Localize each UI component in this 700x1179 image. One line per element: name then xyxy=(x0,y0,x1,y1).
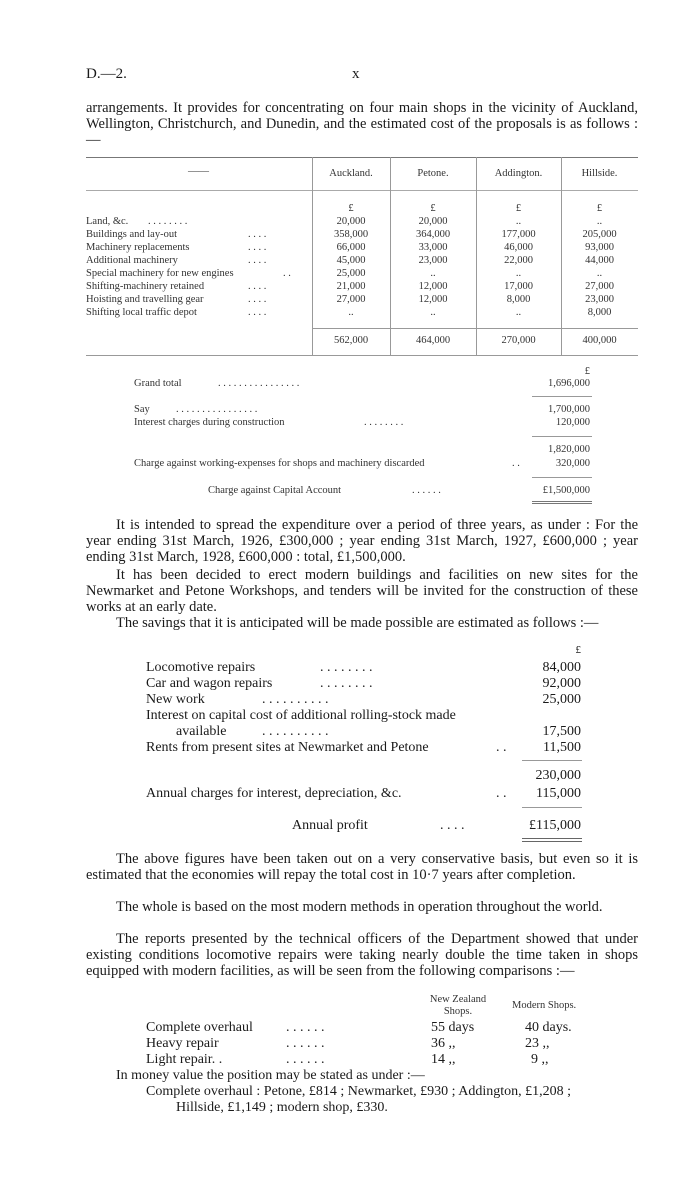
interest-label: Interest charges during construction xyxy=(134,417,285,428)
spread-expenditure-paragraph: It is intended to spread the expenditure over a period of three years, as under : For the year ending 31st March, 1926, £300,000 ; year ending 31st March, 1927, £600,000 ; year ending 31st March, 1928, £600,000 : total, £1,500,000. xyxy=(86,517,638,565)
capital-account-value: £1,500,000 xyxy=(542,485,590,496)
intro-paragraph: arrangements. It provides for concentrating on four main shops in the vicinity of Auckland, Wellington, Christchurch, and Dunedin, and the estimated cost of the proposals is as follows :— xyxy=(86,100,638,148)
cell-hillside: 8,000 xyxy=(587,307,612,318)
row-leaders: . . . . . . xyxy=(286,1036,325,1051)
cell-addington: 8,000 xyxy=(506,294,531,305)
cell-auckland: 21,000 xyxy=(336,281,366,292)
row-label: Additional machinery xyxy=(86,255,178,266)
sum-rule xyxy=(532,477,592,478)
table-top-rule xyxy=(86,157,638,158)
cell-petone: .. xyxy=(430,268,436,279)
say-label: Say xyxy=(134,404,150,415)
grand-total-value: 1,696,000 xyxy=(548,378,590,389)
cell-hillside: 23,000 xyxy=(585,294,614,305)
row-leaders: . . . . . . . . . . . . . . . . xyxy=(218,378,300,389)
row-leaders: . . . . xyxy=(248,242,267,253)
row-label: Land, &c. xyxy=(86,216,129,227)
total-auckland: 562,000 xyxy=(333,335,369,346)
annual-profit-value: £115,000 xyxy=(529,818,581,833)
sum-rule xyxy=(532,396,592,397)
row-leaders: . . . . . . xyxy=(286,1020,325,1035)
savings-label: Locomotive repairs xyxy=(146,660,256,675)
cell-petone: 364,000 xyxy=(415,229,451,240)
col-header-nz: Shops. xyxy=(443,1006,473,1017)
cell-petone: 33,000 xyxy=(418,242,448,253)
sum-rule xyxy=(522,807,582,808)
cell-addington: .. xyxy=(515,216,522,227)
technical-reports-paragraph: The reports presented by the technical officers of the Department showed that under existing conditions locomotive repairs were taking nearly double the time taken in shops equipped with modern facilities, as will be seen from the following comparisons :— xyxy=(86,931,638,979)
modern-value: 40 days. xyxy=(525,1020,572,1035)
cell-auckland: 25,000 xyxy=(336,268,366,279)
money-value-line: Complete overhaul : Petone, £814 ; Newmarket, £930 ; Addington, £1,208 ; xyxy=(146,1084,571,1099)
col-header-modern: Modern Shops. xyxy=(512,1000,577,1011)
cell-addington: .. xyxy=(515,268,522,279)
currency-symbol: £ xyxy=(430,203,436,214)
row-label: Shifting-machinery retained xyxy=(86,281,205,292)
savings-label: Interest on capital cost of additional rolling-stock made xyxy=(146,708,456,723)
savings-value: 84,000 xyxy=(542,660,581,675)
table-header-rule xyxy=(86,190,638,191)
comparison-label: Heavy repair xyxy=(146,1036,219,1051)
savings-label: Rents from present sites at Newmarket and Petone xyxy=(146,740,429,755)
cell-petone: .. xyxy=(430,307,436,318)
modern-methods-paragraph: The whole is based on the most modern methods in operation throughout the world. xyxy=(116,899,603,915)
row-leaders: . . xyxy=(512,458,520,469)
col-header-nz: New Zealand xyxy=(429,994,487,1005)
savings-label: Car and wagon repairs xyxy=(146,676,273,691)
col-header-addington: Addington. xyxy=(494,168,543,179)
sum-rule xyxy=(532,436,592,437)
nz-value: 14 ,, xyxy=(431,1052,456,1067)
sum-rule xyxy=(522,760,582,761)
nz-value: 55 days xyxy=(431,1020,475,1035)
savings-value: 25,000 xyxy=(542,692,581,707)
row-label: Special machinery for new engines xyxy=(86,268,234,279)
cell-auckland: 358,000 xyxy=(333,229,369,240)
row-label: Buildings and lay-out xyxy=(86,229,177,240)
double-rule xyxy=(522,841,582,842)
savings-label: New work xyxy=(146,692,205,707)
annual-profit-label: Annual profit xyxy=(292,818,368,833)
double-rule xyxy=(532,501,592,502)
modern-value: 23 ,, xyxy=(525,1036,550,1051)
grand-total-label: Grand total xyxy=(134,378,182,389)
currency-symbol: £ xyxy=(348,203,354,214)
cell-hillside: 44,000 xyxy=(585,255,614,266)
cell-hillside: .. xyxy=(596,268,603,279)
table-stub-dash: —— xyxy=(188,166,209,177)
cell-auckland: 66,000 xyxy=(336,242,366,253)
row-leaders: . . . . xyxy=(248,229,267,240)
cell-hillside: 205,000 xyxy=(582,229,617,240)
row-label: Shifting local traffic depot xyxy=(86,307,197,318)
comparison-label: Light repair. . xyxy=(146,1052,223,1067)
new-buildings-paragraph: It has been decided to erect modern buildings and facilities on new sites for the Newmarket and Petone Workshops, and tenders will be invited for the construction of these works at an early date. xyxy=(86,567,638,615)
row-leaders: . . . . xyxy=(248,255,267,266)
cell-addington: 177,000 xyxy=(501,229,536,240)
savings-value: 17,500 xyxy=(542,724,581,739)
row-leaders: . . . . . . . . . . . . . . . . xyxy=(176,404,258,415)
row-leaders: . . . . . . . . . . xyxy=(262,724,329,739)
col-header-petone: Petone. xyxy=(417,168,449,179)
modern-value: 9 ,, xyxy=(531,1052,549,1067)
row-leaders: . . xyxy=(496,786,507,801)
savings-value: 11,500 xyxy=(543,740,581,755)
total-petone: 464,000 xyxy=(415,335,451,346)
say-value: 1,700,000 xyxy=(548,404,590,415)
cell-hillside: 27,000 xyxy=(585,281,614,292)
cell-petone: 12,000 xyxy=(418,294,448,305)
row-leaders: . . . . xyxy=(440,818,465,833)
row-leaders: . . . . . . . . xyxy=(364,417,404,428)
cell-addington: 17,000 xyxy=(504,281,533,292)
table-bottom-rule xyxy=(86,355,638,356)
annual-charges-value: 115,000 xyxy=(536,786,581,801)
table-total-rule xyxy=(312,328,638,329)
row-leaders: . . . . . . xyxy=(286,1052,325,1067)
cell-addington: 46,000 xyxy=(504,242,533,253)
currency-symbol: £ xyxy=(575,644,581,656)
cell-hillside: 93,000 xyxy=(585,242,614,253)
capital-account-label: Charge against Capital Account xyxy=(208,485,342,496)
cell-auckland: 45,000 xyxy=(336,255,366,266)
cell-petone: 20,000 xyxy=(418,216,448,227)
cell-hillside: .. xyxy=(596,216,603,227)
col-header-auckland: Auckland. xyxy=(329,168,373,179)
row-label: Hoisting and travelling gear xyxy=(86,294,204,305)
annual-charges-label: Annual charges for interest, depreciation, &c. xyxy=(146,786,402,801)
double-rule xyxy=(532,503,592,504)
total-addington: 270,000 xyxy=(501,335,536,346)
row-leaders: . . . . . . . . xyxy=(320,676,373,691)
row-leaders: . . . . xyxy=(248,294,267,305)
row-leaders: . . . . . . . . xyxy=(320,660,373,675)
cell-petone: 23,000 xyxy=(418,255,448,266)
cell-auckland: .. xyxy=(348,307,354,318)
discarded-value: 320,000 xyxy=(555,458,590,469)
savings-intro-paragraph: The savings that it is anticipated will be made possible are estimated as follows :— xyxy=(116,615,599,631)
savings-label: available xyxy=(176,724,227,739)
currency-symbol: £ xyxy=(515,203,522,214)
money-value-line: Hillside, £1,149 ; modern shop, £330. xyxy=(176,1100,388,1115)
cell-addington: 22,000 xyxy=(504,255,533,266)
nz-value: 36 ,, xyxy=(431,1036,456,1051)
row-leaders: . . . . . . . . . . xyxy=(262,692,329,707)
cell-addington: .. xyxy=(515,307,522,318)
page-reference: D.—2. xyxy=(86,66,127,82)
double-rule xyxy=(522,838,582,839)
savings-value: 92,000 xyxy=(542,676,581,691)
cell-petone: 12,000 xyxy=(418,281,448,292)
subtotal-value: 1,820,000 xyxy=(548,444,590,455)
row-leaders: . . xyxy=(496,740,507,755)
row-leaders: . . xyxy=(283,268,291,279)
page-number: x xyxy=(352,66,360,82)
col-header-hillside: Hillside. xyxy=(581,168,618,179)
row-label: Machinery replacements xyxy=(86,242,190,253)
currency-symbol: £ xyxy=(584,366,590,377)
row-leaders: . . . . xyxy=(248,281,267,292)
discarded-label: Charge against working-expenses for shops and machinery discarded xyxy=(134,458,425,469)
row-leaders: . . . . . . xyxy=(412,485,441,496)
conservative-basis-paragraph: The above figures have been taken out on a very conservative basis, but even so it is estimated that the economies will repay the total cost in 10·7 years after completion. xyxy=(86,851,638,883)
row-leaders: . . . . xyxy=(248,307,267,318)
row-leaders: . . . . . . . . xyxy=(148,216,188,227)
savings-subtotal: 230,000 xyxy=(535,768,581,783)
currency-symbol: £ xyxy=(596,203,603,214)
total-hillside: 400,000 xyxy=(582,335,617,346)
cell-auckland: 20,000 xyxy=(336,216,366,227)
interest-value: 120,000 xyxy=(555,417,590,428)
money-value-intro: In money value the position may be stated as under :— xyxy=(116,1068,425,1083)
comparison-label: Complete overhaul xyxy=(146,1020,253,1035)
cell-auckland: 27,000 xyxy=(336,294,366,305)
